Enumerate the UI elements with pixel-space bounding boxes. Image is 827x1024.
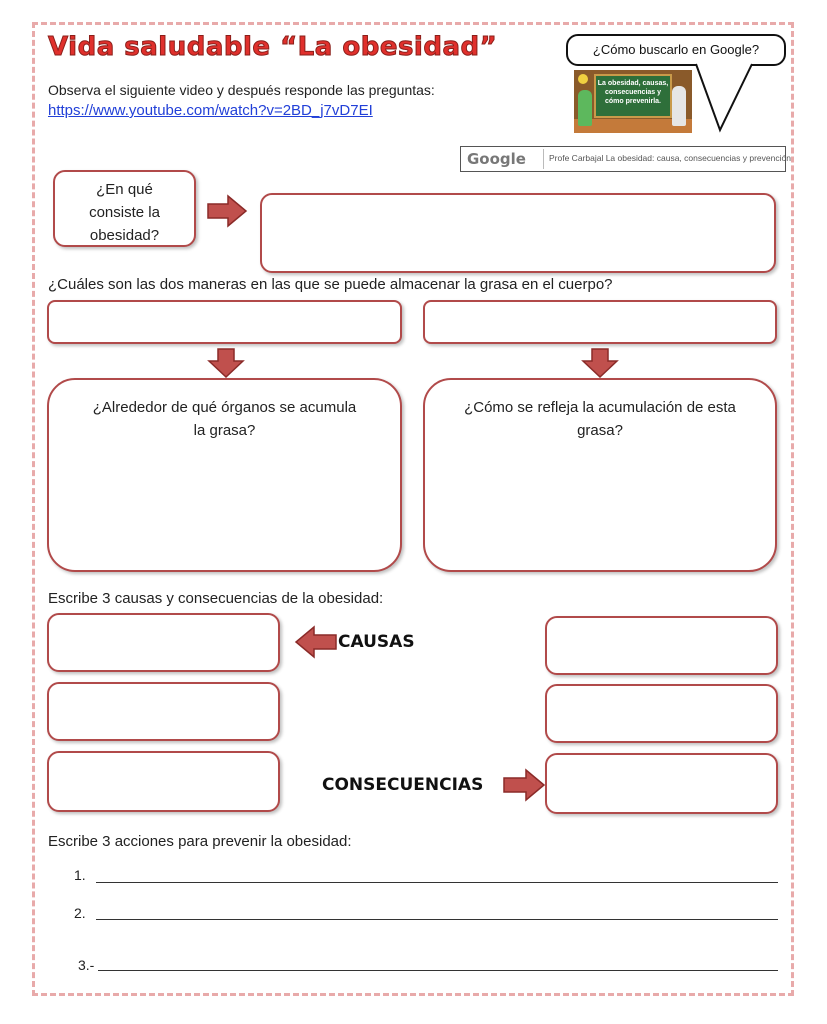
- google-search-bar: [460, 146, 791, 172]
- search-hint-bubble: ¿Cómo buscarlo en Google?: [566, 34, 786, 66]
- thumbnail-board: La obesidad, causas, consecuencias y cómo prevenirla.: [594, 74, 672, 118]
- video-link[interactable]: https://www.youtube.com/watch?v=2BD_j7vD7EI: [48, 102, 373, 119]
- consequence-box-2[interactable]: [545, 684, 778, 743]
- question-text: ¿En qué consiste la obesidad?: [89, 181, 160, 244]
- action-number-1: 1.: [74, 867, 86, 883]
- reflection-question: ¿Cómo se refleja la acumulación de esta grasa?: [464, 399, 736, 439]
- clock-icon: [578, 74, 588, 84]
- action-line-2[interactable]: [96, 919, 778, 920]
- cause-box-3[interactable]: [47, 751, 280, 812]
- action-line-3[interactable]: [98, 970, 778, 971]
- reflection-answer-box[interactable]: [423, 378, 777, 572]
- prevention-instruction: Escribe 3 acciones para prevenir la obesidad:: [48, 833, 352, 850]
- consequence-box-1[interactable]: [545, 616, 778, 675]
- search-query: Profe Carbajal La obesidad: causa, consecuencias y prevención: [549, 153, 791, 163]
- page-title: Vida saludable “La obesidad”: [48, 32, 498, 62]
- answer-box-storage-2[interactable]: [423, 300, 777, 344]
- causes-instruction: Escribe 3 causas y consecuencias de la obesidad:: [48, 590, 384, 607]
- arrow-right-icon: [206, 194, 248, 228]
- search-divider: [543, 149, 544, 169]
- action-number-2: 2.: [74, 905, 86, 921]
- consequences-label: CONSECUENCIAS: [322, 775, 484, 795]
- question-box-obesity-definition: [53, 170, 196, 247]
- cause-box-2[interactable]: [47, 682, 280, 741]
- answer-box-storage-1[interactable]: [47, 300, 402, 344]
- action-number-3: 3.-: [78, 957, 95, 973]
- organs-answer-box[interactable]: [47, 378, 402, 572]
- causes-label: CAUSAS: [338, 632, 415, 652]
- arrow-left-icon: [294, 624, 338, 660]
- arrow-right-icon: [502, 767, 546, 803]
- arrow-down-icon: [206, 347, 246, 379]
- cause-box-1[interactable]: [47, 613, 280, 672]
- fat-storage-question: ¿Cuáles son las dos maneras en las que se puede almacenar la grasa en el cuerpo?: [48, 276, 613, 293]
- google-logo: Google: [467, 150, 526, 168]
- child-figure-icon: [578, 90, 592, 126]
- consequence-box-3[interactable]: [545, 753, 778, 814]
- bubble-tail: [690, 62, 760, 134]
- answer-box-obesity-definition[interactable]: [260, 193, 776, 273]
- arrow-down-icon: [580, 347, 620, 379]
- action-line-1[interactable]: [96, 882, 778, 883]
- instruction-text: Observa el siguiente video y después responde las preguntas:: [48, 82, 435, 98]
- teacher-figure-icon: [672, 86, 686, 126]
- video-thumbnail[interactable]: [574, 70, 692, 133]
- organs-question: ¿Alrededor de qué órganos se acumula la grasa?: [92, 399, 357, 439]
